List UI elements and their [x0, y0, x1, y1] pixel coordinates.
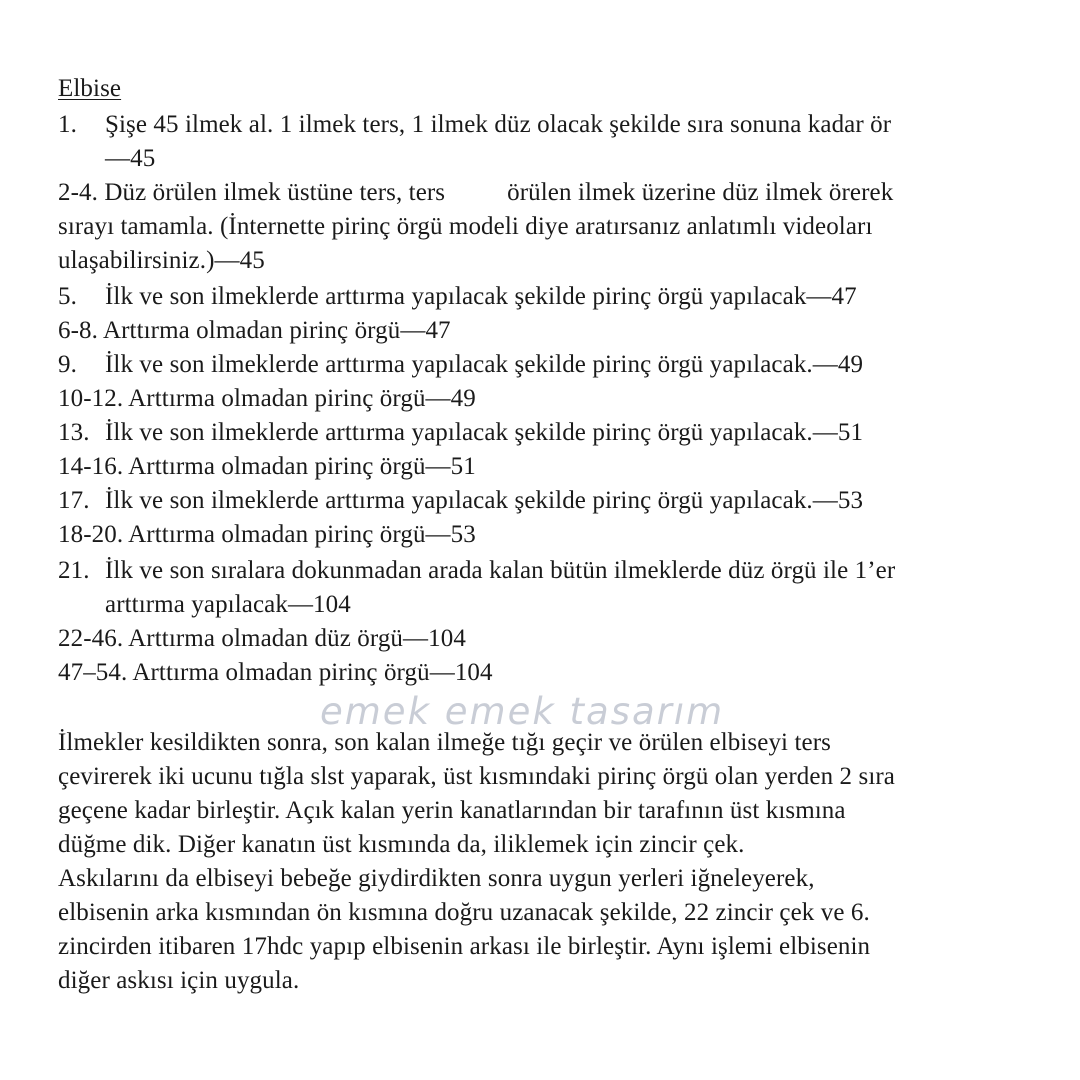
paragraph-line: düğme dik. Diğer kanatın üst kısmında da, iliklemek için zincir çek.	[58, 831, 745, 858]
step-number: 21.	[58, 557, 90, 584]
step-text: Şişe 45 ilmek al. 1 ilmek ters, 1 ilmek düz olacak şekilde sıra sonuna kadar ör	[105, 111, 892, 138]
step-number: 17.	[58, 487, 90, 514]
document-title: Elbise	[58, 75, 122, 102]
step-14-16: 14-16. Arttırma olmadan pirinç örgü—51	[58, 453, 476, 480]
step-21-continuation: arttırma yapılacak—104	[105, 591, 351, 618]
step-13	[58, 416, 863, 450]
step-17	[58, 484, 863, 518]
paragraph-line: zincirden itibaren 17hdc yapıp elbisenin arkası ile birleştir. Aynı işlemi elbisenin	[58, 933, 871, 960]
step-number: 1.	[58, 111, 77, 138]
step-number: 13.	[58, 419, 90, 446]
step-18-20: 18-20. Arttırma olmadan pirinç örgü—53	[58, 521, 476, 548]
paragraph-line: Askılarını da elbiseyi bebeğe giydirdikten sonra uygun yerleri iğneleyerek,	[58, 865, 815, 892]
step-2-4-line-3: ulaşabilirsiniz.)—45	[58, 247, 265, 274]
step-5	[58, 280, 857, 314]
watermark: emek emek tasarım	[320, 690, 725, 733]
step-text-b: örülen ilmek üzerine düz ilmek örerek	[507, 179, 894, 206]
step-number: 9.	[58, 351, 77, 378]
step-6-8: 6-8. Arttırma olmadan pirinç örgü—47	[58, 317, 451, 344]
step-2-4	[58, 176, 893, 210]
step-47-54: 47–54. Arttırma olmadan pirinç örgü—104	[58, 659, 493, 686]
step-1-continuation: —45	[105, 145, 156, 172]
step-21	[58, 554, 895, 588]
paragraph-line: İlmekler kesildikten sonra, son kalan ilmeğe tığı geçir ve örülen elbiseyi ters	[58, 729, 831, 756]
step-number: 5.	[58, 283, 77, 310]
step-text: İlk ve son ilmeklerde arttırma yapılacak şekilde pirinç örgü yapılacak.—51	[105, 419, 864, 446]
step-9	[58, 348, 863, 382]
step-text: İlk ve son ilmeklerde arttırma yapılacak şekilde pirinç örgü yapılacak—47	[105, 283, 857, 310]
step-10-12: 10-12. Arttırma olmadan pirinç örgü—49	[58, 385, 476, 412]
step-2-4-line-2: sırayı tamamla. (İnternette pirinç örgü modeli diye aratırsanız anlatımlı videoları	[58, 213, 873, 240]
step-1	[58, 108, 891, 142]
paragraph-line: elbisenin arka kısmından ön kısmına doğru uzanacak şekilde, 22 zincir çek ve 6.	[58, 899, 870, 926]
step-text: İlk ve son sıralara dokunmadan arada kalan bütün ilmeklerde düz örgü ile 1’er	[105, 557, 896, 584]
step-text: İlk ve son ilmeklerde arttırma yapılacak şekilde pirinç örgü yapılacak.—53	[105, 487, 864, 514]
paragraph-line: çevirerek iki ucunu tığla slst yaparak, üst kısmındaki pirinç örgü olan yerden 2 sıra	[58, 763, 895, 790]
step-text: İlk ve son ilmeklerde arttırma yapılacak şekilde pirinç örgü yapılacak.—49	[105, 351, 864, 378]
step-text-a: 2-4. Düz örülen ilmek üstüne ters, ters	[58, 179, 446, 206]
step-22-46: 22-46. Arttırma olmadan düz örgü—104	[58, 625, 466, 652]
paragraph-line: geçene kadar birleştir. Açık kalan yerin kanatlarından bir tarafının üst kısmına	[58, 797, 846, 824]
paragraph-line: diğer askısı için uygula.	[58, 967, 300, 994]
